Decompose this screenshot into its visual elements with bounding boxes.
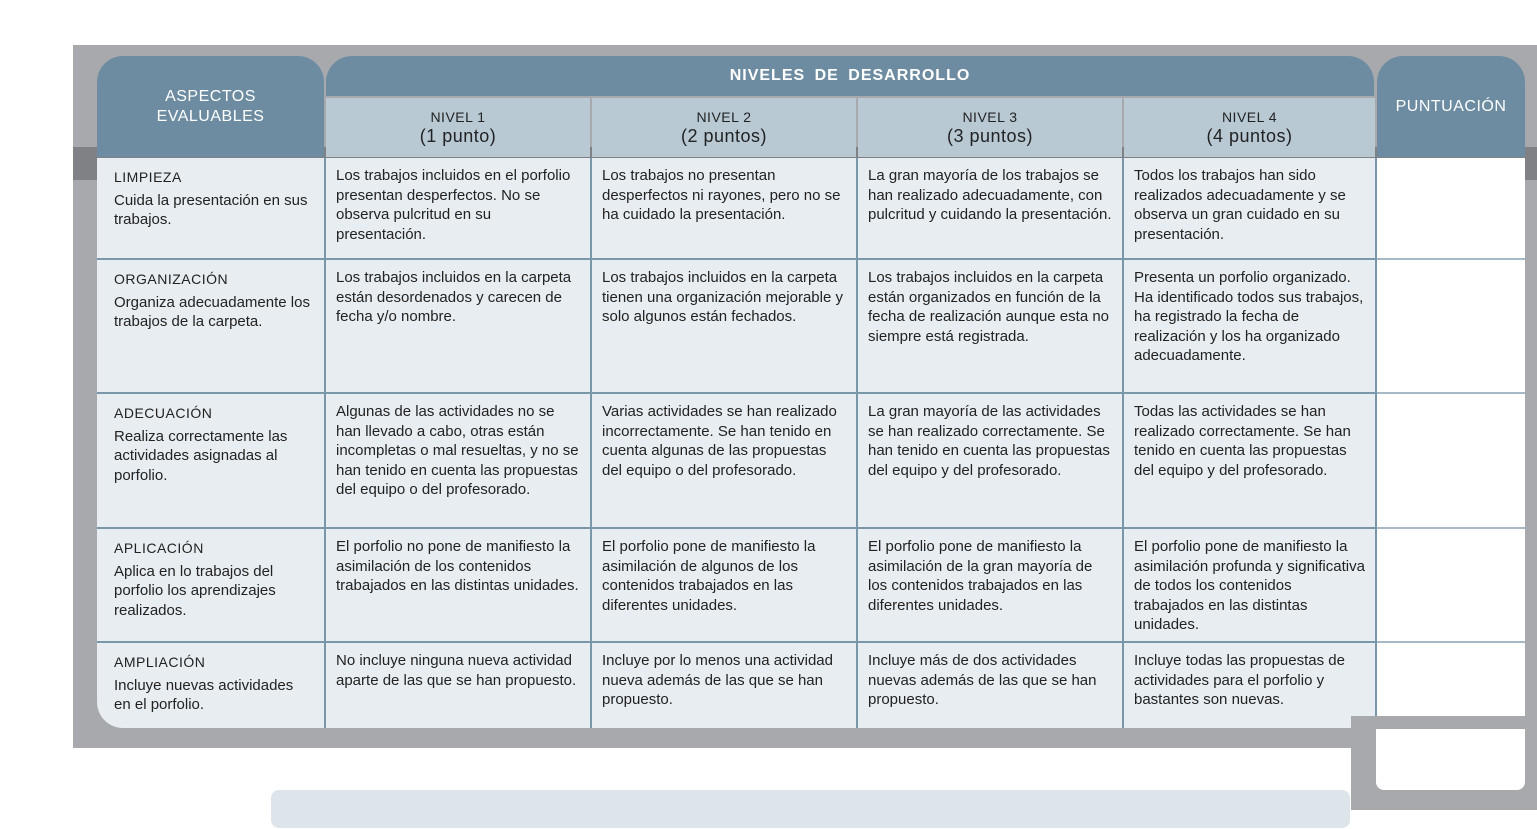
level-cell: Algunas de las actividades no se han llevado a cabo, otras están incompletas o mal resueltas, y no se han tenido en cuenta las propuestas del equipo o del profesorado. (336, 403, 579, 499)
level-points: (2 puntos) (680, 126, 768, 146)
level-points: (4 puntos) (1206, 126, 1293, 146)
aspect-title: AMPLIACIÓN (114, 654, 206, 670)
level-cell: Los trabajos incluidos en la carpeta están desordenados y carecen de fecha y/o nombre. (336, 269, 572, 326)
bottom-bar (271, 790, 1350, 828)
aspects-header (97, 56, 324, 157)
level-points: (1 punto) (419, 126, 497, 146)
level-cell: Presenta un porfolio organizado. Ha identificado todos sus trabajos, ha registrado la fecha de realización y los ha organizado adecuadamente. (1134, 269, 1364, 365)
level-cell: La gran mayoría de los trabajos se han realizado adecuadamente, con pulcritud y cuidando la presentación. (868, 167, 1112, 224)
level-cell: Todas las actividades se han realizado correctamente. Se han tenido en cuenta las propuestas del equipo y del profesorado. (1134, 403, 1351, 479)
aspect-title: ORGANIZACIÓN (114, 271, 229, 287)
aspect-cell (97, 394, 324, 485)
table-row (97, 529, 1525, 641)
aspect-title: APLICACIÓN (114, 540, 204, 556)
level-cell: No incluye ninguna nueva actividad aparte de las que se han propuesto. (336, 652, 577, 689)
table-row (97, 260, 1525, 392)
table-row (97, 394, 1525, 527)
level-cell: Los trabajos incluidos en el porfolio presentan desperfectos. No se observa pulcritud en su presentación. (336, 167, 571, 243)
aspect-cell (97, 643, 324, 715)
aspect-title: LIMPIEZA (114, 169, 182, 185)
level-cell: Los trabajos no presentan desperfectos ni rayones, pero no se ha cuidado la presentación. (602, 167, 841, 224)
corner-decoration-inner (1376, 729, 1525, 790)
level-cell: El porfolio pone de manifiesto la asimilación profunda y significativa de todos los contenidos trabajados en las distintas unidades. (1134, 538, 1365, 634)
aspects-header-line1: ASPECTOS (165, 87, 256, 105)
aspect-desc: Aplica en lo trabajos del porfolio los aprendizajes realizados. (114, 562, 276, 619)
aspect-cell (97, 529, 324, 620)
level-name: NIVEL 3 (962, 109, 1018, 125)
level-header-1 (326, 98, 590, 157)
aspect-desc: Realiza correctamente las actividades asignadas al porfolio. (114, 427, 288, 484)
level-cell: Incluye más de dos actividades nuevas además de las que se han propuesto. (868, 652, 1097, 709)
level-cell: El porfolio pone de manifiesto la asimilación de algunos de los contenidos trabajados en las diferentes unidades. (602, 538, 816, 614)
level-header-3 (858, 98, 1122, 157)
level-name: NIVEL 1 (430, 109, 486, 125)
aspects-header-line2: EVALUABLES (156, 107, 265, 125)
level-name: NIVEL 4 (1221, 109, 1278, 125)
level-points: (3 puntos) (946, 126, 1034, 146)
aspect-cell (97, 158, 324, 230)
aspect-desc: Organiza adecuadamente los trabajos de la carpeta. (114, 293, 310, 331)
table-row (97, 158, 1525, 258)
level-cell: La gran mayoría de las actividades se han realizado correctamente. Se han tenido en cuenta las propuestas del equipo y del profesorado. (868, 403, 1110, 479)
level-cell: Los trabajos incluidos en la carpeta tienen una organización mejorable y solo algunos están fechados. (602, 269, 843, 326)
level-cell: Varias actividades se han realizado incorrectamente. Se han tenido en cuenta algunas de las propuestas del equipo o del profesorado. (602, 403, 837, 479)
level-header-2 (592, 98, 856, 157)
aspect-title: ADECUACIÓN (114, 405, 213, 421)
table-row (97, 643, 1525, 728)
level-cell: El porfolio pone de manifiesto la asimilación de la gran mayoría de los contenidos trabajados en las diferentes unidades. (868, 538, 1093, 614)
level-cell: El porfolio no pone de manifiesto la asimilación de los contenidos trabajados en las distintas unidades. (336, 538, 579, 595)
rubric-table (97, 56, 1525, 728)
level-cell: Incluye por lo menos una actividad nueva además de las que se han propuesto. (602, 652, 833, 709)
niveles-header: NIVELES DE DESARROLLO (326, 56, 1374, 96)
level-cell: Los trabajos incluidos en la carpeta están organizados en función de la fecha de realización aunque esta no siempre está registrada. (868, 269, 1110, 345)
level-cell: Todos los trabajos han sido realizados adecuadamente y se observa un gran cuidado en su presentación. (1134, 167, 1346, 243)
aspect-cell (97, 260, 324, 332)
aspect-desc: Cuida la presentación en sus trabajos. (114, 191, 308, 229)
puntuacion-header: PUNTUACIÓN (1377, 56, 1525, 157)
level-name: NIVEL 2 (696, 109, 752, 125)
level-header-4 (1124, 98, 1375, 157)
level-cell: Incluye todas las propuestas de actividades para el porfolio y bastantes son nuevas. (1134, 652, 1345, 709)
aspect-desc: Incluye nuevas actividades en el porfolio. (114, 676, 294, 714)
